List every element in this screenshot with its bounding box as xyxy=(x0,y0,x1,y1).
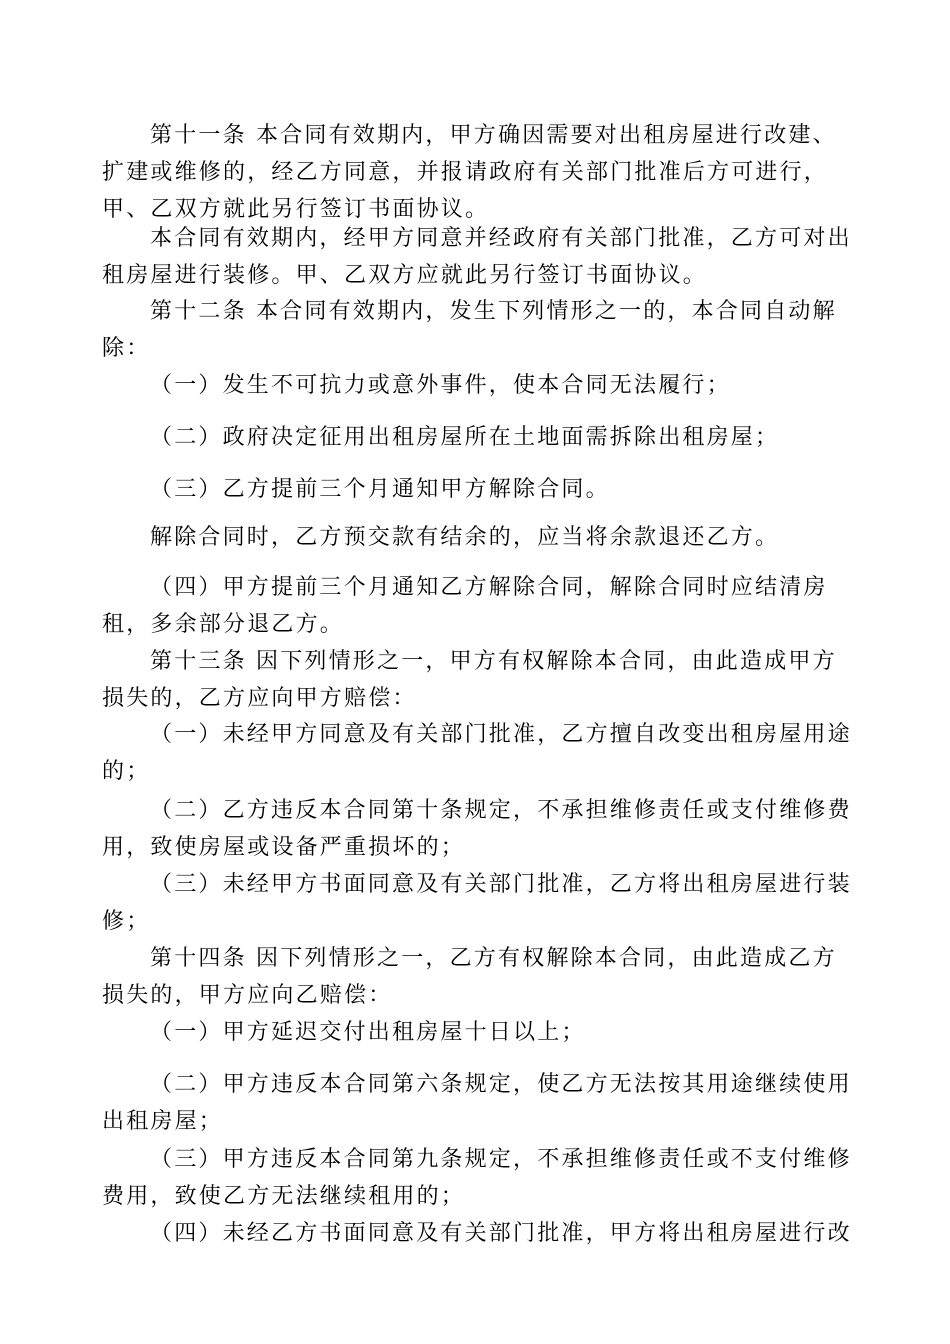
paragraph-article-13-item-2: （二）乙方违反本合同第十条规定，不承担维修责任或支付维修费用，致使房屋或设备严重损坏的； xyxy=(102,798,852,860)
paragraph-article-13-item-3: （三）未经甲方书面同意及有关部门批准，乙方将出租房屋进行装修； xyxy=(102,872,852,934)
paragraph-decoration-approval: 本合同有效期内，经甲方同意并经政府有关部门批准，乙方可对出租房屋进行装修。甲、乙双方应就此另行签订书面协议。 xyxy=(102,226,852,288)
paragraph-article-14-item-4: （四）未经乙方书面同意及有关部门批准，甲方将出租房屋进行改 xyxy=(150,1221,852,1246)
paragraph-article-12: 第十二条 本合同有效期内，发生下列情形之一的，本合同自动解除： xyxy=(102,299,837,361)
paragraph-article-14-item-3: （三）甲方违反本合同第九条规定，不承担维修责任或不支付维修费用，致使乙方无法继续租用的； xyxy=(102,1147,852,1209)
paragraph-article-14-item-2: （二）甲方违反本合同第六条规定，使乙方无法按其用途继续使用出租房屋； xyxy=(102,1072,852,1134)
paragraph-article-12-item-4: （四）甲方提前三个月通知乙方解除合同，解除合同时应结清房租，多余部分退乙方。 xyxy=(102,575,828,637)
paragraph-article-12-item-3: （三）乙方提前三个月通知甲方解除合同。 xyxy=(150,477,610,502)
paragraph-article-13-item-1: （一）未经甲方同意及有关部门批准，乙方擅自改变出租房屋用途的； xyxy=(102,722,852,784)
paragraph-article-14: 第十四条 因下列情形之一，乙方有权解除本合同，由此造成乙方损失的，甲方应向乙赔偿： xyxy=(102,946,837,1008)
paragraph-article-12-item-2: （二）政府决定征用出租房屋所在土地面需拆除出租房屋； xyxy=(150,425,780,450)
paragraph-article-13: 第十三条 因下列情形之一，甲方有权解除本合同，由此造成甲方损失的，乙方应向甲方赔偿： xyxy=(102,649,837,711)
paragraph-article-12-item-1: （一）发生不可抗力或意外事件，使本合同无法履行； xyxy=(150,373,731,398)
paragraph-refund-balance: 解除合同时，乙方预交款有结余的，应当将余款退还乙方。 xyxy=(150,525,780,550)
paragraph-article-14-item-1: （一）甲方延迟交付出租房屋十日以上； xyxy=(150,1020,586,1045)
paragraph-article-11: 第十一条 本合同有效期内，甲方确因需要对出租房屋进行改建、扩建或维修的，经乙方同意，并报请政府有关部门批准后方可进行，甲、乙双方就此另行签订书面协议。 xyxy=(102,123,837,222)
